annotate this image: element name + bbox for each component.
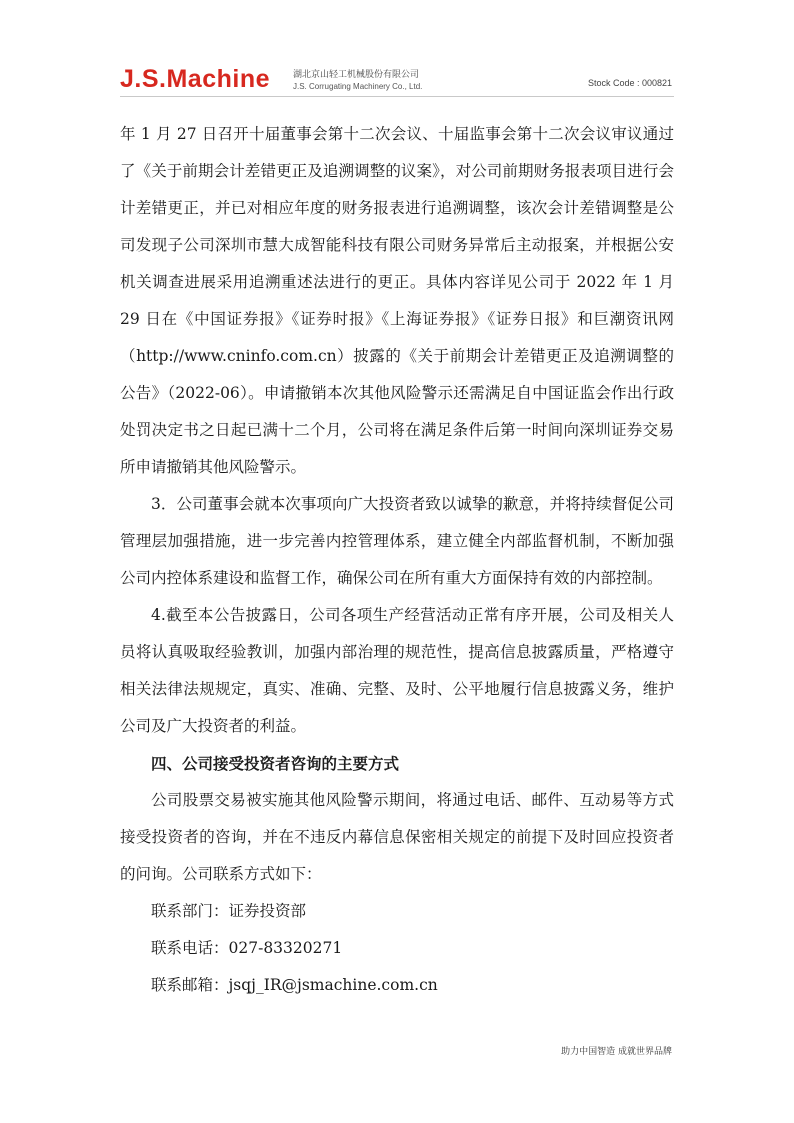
header-divider <box>120 96 674 97</box>
section-heading-4: 四、公司接受投资者咨询的主要方式 <box>151 754 400 773</box>
contact-email: 联系邮箱：jsqj_IR@jsmachine.com.cn <box>151 976 438 994</box>
paragraph-contact-intro: 公司股票交易被实施其他风险警示期间，将通过电话、邮件、互动易等方式接受投资者的咨询，并在不违反内幕信息保密相关规定的前提下及时回应投资者的问询。公司联系方式如下： <box>120 791 674 883</box>
paragraph-item-4: 4.截至本公告披露日，公司各项生产经营活动正常有序开展，公司及相关人员将认真吸取经验教训，加强内部治理的规范性，提高信息披露质量，严格遵守相关法律法规规定，真实、准确、完整、及时、公平地履行信息披露义务，维护公司及广大投资者的利益。 <box>120 606 674 735</box>
document-body <box>120 116 674 1004</box>
company-logo: J.S.Machine <box>120 65 270 93</box>
company-name-en: J.S. Corrugating Machinery Co., Ltd. <box>293 82 423 91</box>
contact-department: 联系部门：证券投资部 <box>151 902 307 920</box>
paragraph-item-3: 3．公司董事会就本次事项向广大投资者致以诚挚的歉意，并将持续督促公司管理层加强措施，进一步完善内控管理体系，建立健全内部监督机制，不断加强公司内控体系建设和监督工作，确保公司在所有重大方面保持有效的内部控制。 <box>120 495 674 587</box>
stock-code: Stock Code : 000821 <box>587 78 672 88</box>
contact-phone: 联系电话：027-83320271 <box>151 939 343 957</box>
paragraph-continued: 年 1 月 27 日召开十届董事会第十二次会议、十届监事会第十二次会议审议通过了《关于前期会计差错更正及追溯调整的议案》，对公司前期财务报表项目进行会计差错更正，并已对相应年度的财务报表进行追溯调整，该次会计差错调整是公司发现子公司深圳市慧大成智能科技有限公司财务异常后主动报案，并根据公安机关调查进展采用追溯重述法进行的更正。具体内容详见公司于 2022 年 1 月 29 日在《中国证券报》《证券时报》《上海证券报》《证券日报》和巨潮资讯网（http://www.cninfo.com.cn）披露的《关于前期会计差错更正及追溯调整的公告》（2022-06）。申请撤销本次其他风险警示还需满足自中国证监会作出行政处罚决定书之日起已满十二个月，公司将在满足条件后第一时间向深圳证券交易所申请撤销其他风险警示。 <box>120 125 674 476</box>
company-name-cn: 湖北京山轻工机械股份有限公司 <box>293 70 420 80</box>
page-header <box>120 64 674 94</box>
footer-slogan: 助力中国智造 成就世界品牌 <box>561 1047 672 1057</box>
